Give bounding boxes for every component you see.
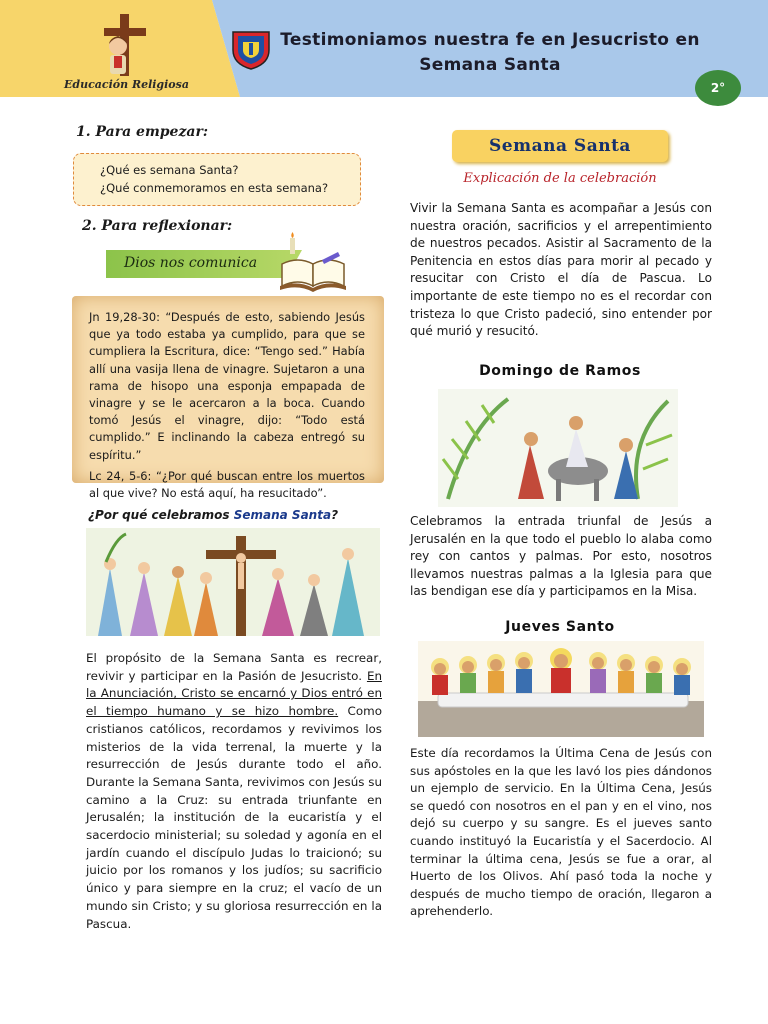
domingo-paragraph: Celebramos la entrada triunfal de Jesús a Jerusalén en la que todo el pueblo lo alaba como rey con cantos y palmas. Por esto, nosotros llevamos nuestras palmas a la Iglesia para que las bendigan ese día y participamos en la Misa. <box>410 514 712 599</box>
section-2-heading: 2. Para reflexionar: <box>82 218 233 234</box>
left-body-part2: Como cristianos católicos, recordamos y revivimos los misterios de la vida terrenal, la muerte y la resurrección de Jesús durante todo el año. Durante la Semana Santa, revivimos con Jesús su camino a la Cruz: su entrada triunfante en Jerusalén; la institución de la eucaristía y el sacerdocio ministerial; su soledad y agonía en el jardín cuando el discípulo Judas lo traicionó; su juicio por los romanos y los judíos; su sacrificio único y para siempre en la cruz; el vacío de un mundo sin Cristo; y su gloriosa resurrección en la Pascua. <box>86 704 382 931</box>
page-title <box>280 28 700 78</box>
celebration-subtitle: Explicación de la celebración <box>463 171 657 186</box>
scripture-luke: Lc 24, 5-6: “¿Por qué buscan entre los muertos al que vive? No está aquí, ha resucitado”. <box>89 468 365 501</box>
jueves-paragraph: Este día recordamos la Última Cena de Jesús con sus apóstoles en la que les lavó los pies dándonos un ejemplo de servicio. En la Última Cena, Jesús se quedó con nosotros en el pan y en el vino, nos dejó su cuerpo y su sangre. Es el jueves santo cuando instituyó la Eucaristía y el Sacerdocio. Al terminar la última cena, Jesús se fue a orar, al Huerto de los Olivos. Ahí pasó toda la noche y después de mucho tiempo de oración, llegaron a aprehenderlo. <box>410 746 712 919</box>
page-title-line1: Testimoniamos nuestra fe en Jesucristo en <box>280 30 700 50</box>
why-heading-prefix: ¿Por qué celebramos <box>88 508 234 522</box>
domingo-heading: Domingo de Ramos <box>479 363 641 379</box>
palm-sunday-illustration <box>438 389 678 507</box>
cross-logo-icon <box>96 14 152 76</box>
logo-text: Educación Religiosa <box>64 78 189 91</box>
left-body-underlined: En la Anunciación, Cristo se encarnó y Dios entró en el tiempo humano y se hizo hombre. <box>86 668 382 719</box>
scripture-text <box>89 309 365 506</box>
why-heading-highlight: Semana Santa <box>233 508 332 522</box>
last-supper-illustration <box>418 641 704 737</box>
question-2: ¿Qué conmemoramos en esta semana? <box>100 181 329 195</box>
scripture-john: Jn 19,28-30: “Después de esto, sabiendo Jesús que ya todo estaba ya cumplido, para que se cumpliera la Escritura, dice: “Tengo sed.” Había allí una vasija llena de vinagre. Sujetaron a una rama de hisopo una esponja empapada de vinagre y se le acercaron a la boca. Cuando tomó Jesús el vinagre, dijo: “Todo está cumplido.” E inclinando la cabeza entregó su espíritu.” <box>89 310 365 462</box>
dios-banner-text: Dios nos comunica <box>124 255 258 271</box>
page-title-line2: Semana Santa <box>419 55 561 75</box>
why-heading <box>88 508 338 522</box>
left-body-text <box>86 650 382 933</box>
school-crest-icon <box>229 26 273 70</box>
semana-santa-title-box: Semana Santa <box>452 130 668 162</box>
grade-badge: 2° <box>695 70 741 106</box>
jueves-heading: Jueves Santo <box>505 619 615 635</box>
questions-box <box>73 153 361 206</box>
question-1: ¿Qué es semana Santa? <box>100 163 239 177</box>
intro-paragraph: Vivir la Semana Santa es acompañar a Jesús con nuestra oración, sacrificios y el arrepentimiento de nuestros pecados. Asistir al Sacramento de la Penitencia en estos días para morir al pecado y resucitar con Cristo el día de Pascua. Lo importante de este tiempo no es el recordar con tristeza lo que Cristo padeció, sino entender por qué murió y resucitó. <box>410 201 712 339</box>
left-body-part1: El propósito de la Semana Santa es recrear, revivir y participar en la Pasión de Jesucristo. <box>86 651 382 683</box>
why-heading-suffix: ? <box>331 508 339 522</box>
open-bible-icon <box>278 230 348 292</box>
section-1-heading: 1. Para empezar: <box>76 124 209 140</box>
passion-scene-illustration <box>86 528 380 636</box>
